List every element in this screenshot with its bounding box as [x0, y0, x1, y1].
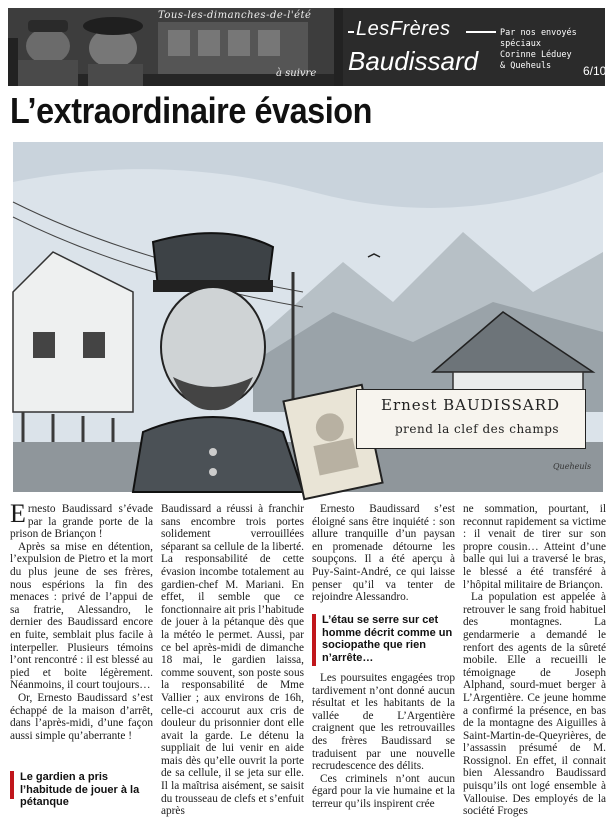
paragraph: [10, 499, 153, 541]
article-column-4: [463, 503, 606, 818]
series-title-line1: LesFrères: [356, 18, 451, 40]
pull-quote-1-text: Le gardien a pris l’habitude de jouer à la pétanque: [20, 771, 140, 808]
artist-signature: Queheuls: [553, 462, 592, 471]
article-column-2: [161, 503, 304, 818]
pull-quote-1-box: [10, 771, 153, 808]
callout-bar: [312, 614, 316, 666]
title-rule: [348, 31, 354, 33]
article-column-3-bottom: [312, 672, 455, 810]
masthead-banner: [8, 8, 605, 86]
drop-cap: E: [10, 499, 26, 528]
paragraph: Après sa mise en détention, l’expulsion de Pietro et la mort du plus jeune de ses frères, nous espérions la fin des menaces : privé de l’appui de sa fratrie, Alessandro, le dernier des Baudissard encore en fuite, semblait plus facile à interpeller. Plusieurs témoins l’ont rencontré : il est blessé au pied et boite légèrement. Néanmoins, il court toujours…: [10, 540, 153, 692]
paragraph-text: rnesto Baudissard s’évade par la grande porte de la prison de Briançon !: [10, 503, 153, 541]
paragraph: Baudissard a réussi à franchir sans encombre trois portes solidement verrouillées séparant sa cellule de la liberté. La responsabilité de cette évasion incombe totalement au gardien-chef M. Mariani. En effet, il semble que ce fonctionnaire ait pris l’habitude de jouer à la pétanque dès que la météo le permet. Aussi, par ce bel après-midi de dimanche 18 mai, le gardien laissa, comme souvent, son poste sous la responsabilité de Mme Vallier ; aux environs de 16h, celle-ci accourut aux cris de douleur du prisonnier dont elle avait la garde. Le détenu la suppliait de lui venir en aide mais dès qu’elle ouvrit la porte de sa cellule, il se jeta sur elle. Il la maîtrisa aisément, se saisit du trousseau de clefs et s’enfuit après: [161, 503, 304, 818]
paragraph: Or, Ernesto Baudissard s’est échappé de la maison d’arrêt, dans l’après-midi, d’une façon aussi simple qu’aberrante !: [10, 691, 153, 742]
paragraph: Ernesto Baudissard s’est éloigné sans être inquiété : son allure tranquille d’un paysan en promenade détourne les soupçons. Il a été aperçu à Puy-Saint-André, ce qui laisse penser qu’il va tenter de rejoindre Alessandro.: [312, 503, 455, 604]
wanted-caption: [356, 389, 586, 449]
title-rule: [466, 31, 496, 33]
series-title: [348, 14, 498, 80]
header-to-be-continued: à suivre: [276, 68, 317, 79]
pull-quote-2-text: L’étau se serre sur cet homme décrit comme un sociopathe que rien n’arrête…: [322, 614, 453, 664]
paragraph: ne sommation, pourtant, il reconnut rapidement sa victime : il venait de tirer sur son propre cousin… Atteint d’une balle qui lui a traversé le bras, le blessé a été transféré à l’hôpital militaire de Briançon.: [463, 503, 606, 591]
article-column-3-top: [312, 503, 455, 611]
paragraph: Ces criminels n’ont aucun égard pour la vie humaine et la terreur qu’ils inspirent crée: [312, 772, 455, 810]
article-column-1: [10, 499, 153, 788]
header-tagline: Tous-les-dimanches-de-l'été: [158, 10, 312, 21]
paragraph: La population est appelée à retrouver le sang froid habituel des montagnes. La gendarmerie a demandé le renfort des agents de la sûreté mobile. Elle a recueilli le témoignage de Joseph Alphand, sourd-muet berger à L’Argentière. Ce jeune homme a confirmé la présence, en bas de la montagne des Aiguilles à Saint-Martin-de-Queyrières, de l’assassin présumé de M. Rossignol. En effet, il connait bien Alessandro Baudissard puisqu’ils ont logé ensemble à Vallouise. Des employés de la société Froges: [463, 591, 606, 818]
caption-name: Ernest BAUDISSARD: [381, 396, 561, 414]
article-illustration: [13, 142, 603, 492]
headline: L’extraordinaire évasion: [10, 90, 372, 131]
byline: Par nos envoyés spéciaux Corinne Léduey & Queheuls: [500, 28, 577, 71]
paragraph: Les poursuites engagées trop tardivement n’ont donné aucun résultat et les habitants de la vallée de L’Argentière craignent que les retrouvailles des frères Baudissard se traduisent par une nouvelle recrudescence des délits.: [312, 672, 455, 773]
page-number: 6/10: [583, 64, 607, 78]
series-title-line2: Baudissard: [348, 46, 479, 76]
pull-quote-2-box: [312, 614, 455, 666]
caption-subtitle: prend la clef des champs: [395, 422, 560, 436]
header-illustration: [8, 8, 343, 86]
callout-bar: [10, 771, 14, 799]
